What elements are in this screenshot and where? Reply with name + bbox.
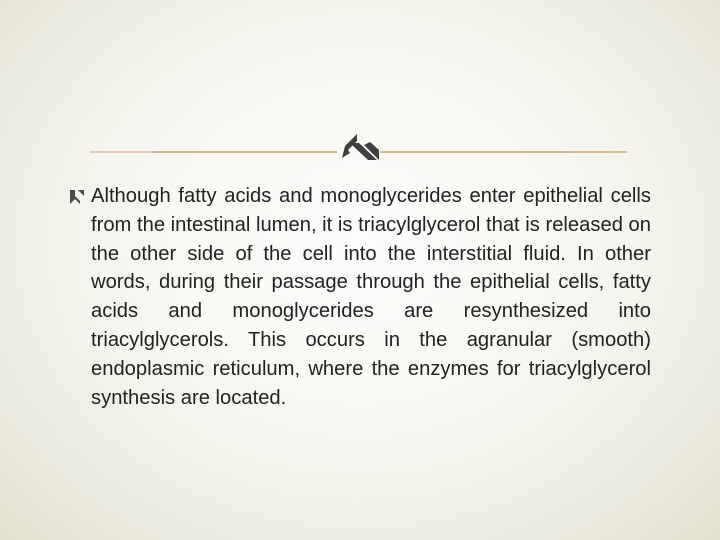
ribbon-arrow-ornament-icon (90, 124, 627, 178)
bullet-list (68, 182, 651, 412)
bullet-item (68, 182, 651, 412)
hanging-ribbon-bullet-icon (68, 188, 85, 205)
title-divider (90, 124, 627, 178)
bullet-text: Although fatty acids and monoglycerides enter epithelial cells from the intestinal lumen, it is triacylglycerol that is released on the other side of the cell into the interstitial fluid. In other words, during their passage through the epithelial cells, fatty acids and monoglycerides are resynthesized into triacylglycerols. This occurs in the agranular (smooth) endoplasmic reticulum, where the enzymes for triacylglycerol synthesis are located. (91, 185, 651, 409)
